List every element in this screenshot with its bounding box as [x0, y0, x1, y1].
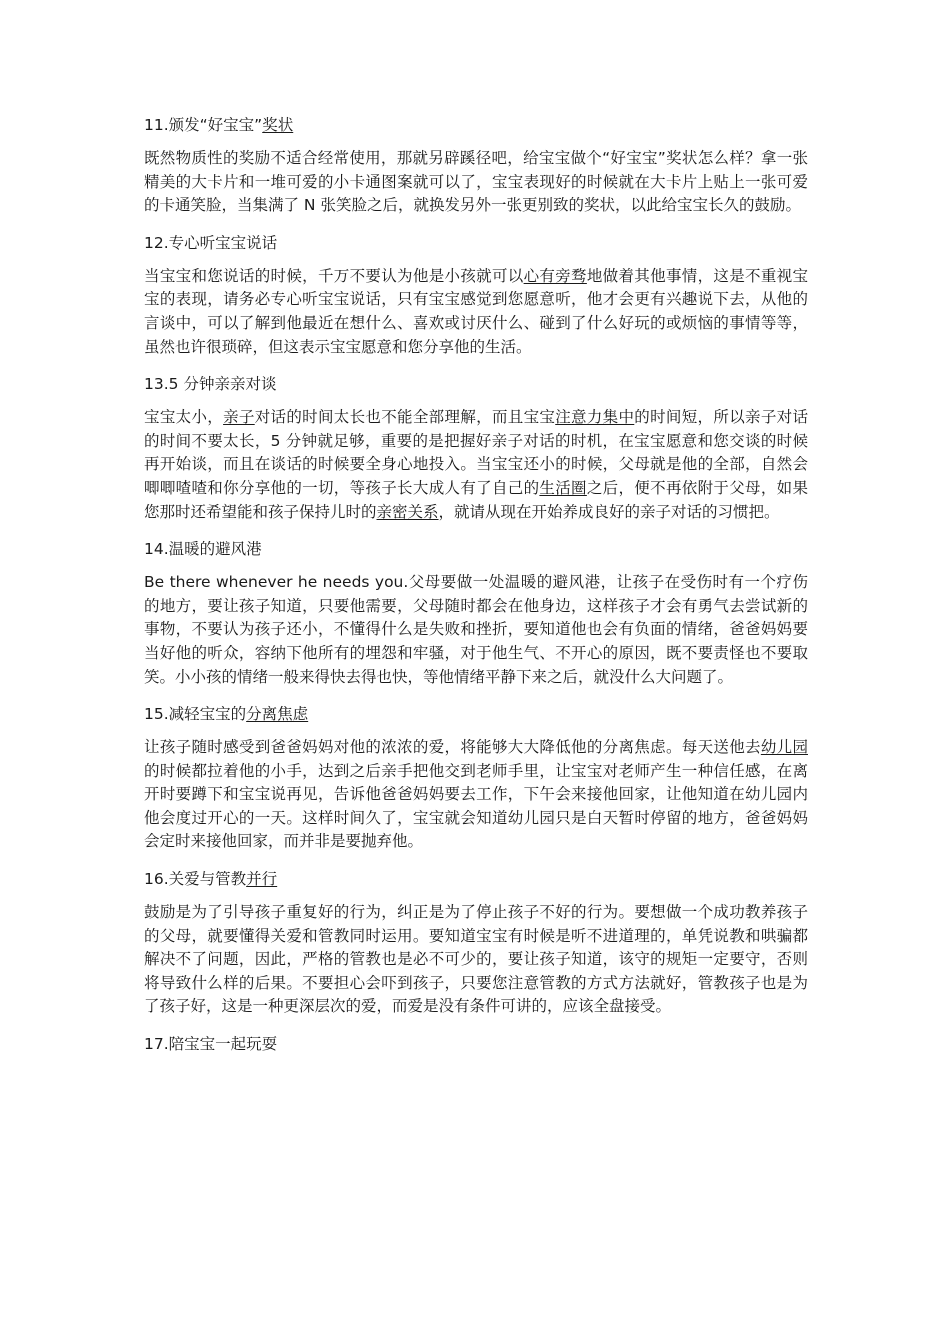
text-run: 17.陪宝宝一起玩耍: [144, 1035, 278, 1054]
underlined-term: 注意力集中: [555, 408, 635, 427]
section-paragraph: [144, 147, 808, 218]
underlined-term: 亲子: [223, 408, 255, 427]
underlined-term: 幼儿园: [760, 738, 808, 757]
section-heading: [144, 538, 808, 561]
text-run: 当宝宝和您说话的时候，千万不要认为他是小孩就可以: [144, 266, 524, 285]
text-run: 让孩子随时感受到爸爸妈妈对他的浓浓的爱，将能够大大降低他的分离焦虑。每天送他去: [144, 738, 761, 757]
text-run: 14.温暖的避风港: [144, 540, 262, 559]
section-paragraph: [144, 406, 808, 524]
section-heading: [144, 1033, 808, 1056]
section-paragraph: [144, 265, 808, 359]
text-run: 对话的时间太长也不能全部理解，而且宝宝: [254, 408, 556, 427]
text-run: 12.专心听宝宝说话: [144, 233, 278, 252]
text-run: 的时间短，所以亲子对话的时间不要太长，5 分钟就足够，重要的是把握好亲子对话的时机，在宝宝愿意和您交谈的时候再开始谈，而且在谈话的时候要全身心地投入。当宝宝还小的时候，父母就是他的全部，自然会唧唧喳喳和你分享他的一切，等孩子长大成人有了自己的: [144, 408, 808, 497]
section-heading: [144, 703, 808, 726]
underlined-term: 分离焦虑: [246, 705, 309, 724]
text-run: ，就请从现在开始养成良好的亲子对话的习惯把。: [438, 502, 780, 521]
text-run: 15.减轻宝宝的: [144, 705, 247, 724]
section-paragraph: [144, 901, 808, 1019]
underlined-term: 心有旁骛: [523, 266, 587, 285]
text-run: 宝宝太小，: [144, 408, 224, 427]
document-content: [144, 114, 808, 1066]
section-heading: [144, 373, 808, 396]
text-run: 鼓励是为了引导孩子重复好的行为，纠正是为了停止孩子不好的行为。要想做一个成功教养孩子的父母，就要懂得关爱和管教同时运用。要知道宝宝有时候是听不进道理的，单凭说教和哄骗都解决不了问题，因此，严格的管教也是必不可少的，要让孩子知道，该守的规矩一定要守，否则将导致什么样的后果。不要担心会吓到孩子，只要您注意管教的方式方法就好，管教孩子也是为了孩子好，这是一种更深层次的爱，而爱是没有条件可讲的，应该全盘接受。: [144, 903, 808, 1016]
text-run: 11.颁发“好宝宝”: [144, 116, 263, 134]
text-run: 13.5 分钟亲亲对谈: [144, 375, 277, 394]
section-paragraph: [144, 736, 808, 854]
text-run: 既然物质性的奖励不适合经常使用，那就另辟蹊径吧，给宝宝做个“好宝宝”奖状怎么样？拿一张精美的大卡片和一堆可爱的小卡通图案就可以了，宝宝表现好的时候就在大卡片上贴上一张可爱的卡通笑脸，当集满了 N 张笑脸之后，就换发另外一张更别致的奖状，以此给宝宝长久的鼓励。: [144, 149, 808, 215]
section-heading: [144, 232, 808, 255]
text-run: 之后，便不再依附于父母，如果您那时还希望能和孩子保持儿时的: [144, 478, 808, 521]
section-paragraph: [144, 571, 808, 689]
underlined-term: 亲密关系: [376, 502, 439, 521]
underlined-term: 奖状: [262, 116, 294, 134]
underlined-term: 并行: [246, 870, 278, 889]
text-run: 的时候都拉着他的小手，达到之后亲手把他交到老师手里，让宝宝对老师产生一种信任感，在离开时要蹲下和宝宝说再见，告诉他爸爸妈妈要去工作，下午会来接他回家，让他知道在幼儿园内他会度过开心的一天。这样时间久了，宝宝就会知道幼儿园只是白天暂时停留的地方，爸爸妈妈会定时来接他回家，而并非是要抛弃他。: [144, 761, 808, 851]
underlined-term: 生活圈: [539, 478, 587, 497]
text-run: 16.关爱与管教: [144, 870, 247, 889]
section-heading: [144, 114, 808, 137]
text-run: 地做着其他事情，这是不重视宝宝的表现，请务必专心听宝宝说话，只有宝宝感觉到您愿意听，他才会更有兴趣说下去，从他的言谈中，可以了解到他最近在想什么、喜欢或讨厌什么、碰到了什么好玩的或烦恼的事情等等，虽然也许很琐碎，但这表示宝宝愿意和您分享他的生活。: [144, 266, 808, 356]
section-heading: [144, 868, 808, 891]
text-run: Be there whenever he needs you.父母要做一处温暖的避风港，让孩子在受伤时有一个疗伤的地方，要让孩子知道，只要他需要，父母随时都会在他身边，这样孩子才会有勇气去尝试新的事物，不要认为孩子还小，不懂得什么是失败和挫折，要知道他也会有负面的情绪，爸爸妈妈要当好他的听众，容纳下他所有的埋怨和牢骚，对于他生气、不开心的原因，既不要责怪也不要取笑。小小孩的情绪一般来得快去得也快，等他情绪平静下来之后，就没什么大问题了。: [144, 573, 808, 686]
